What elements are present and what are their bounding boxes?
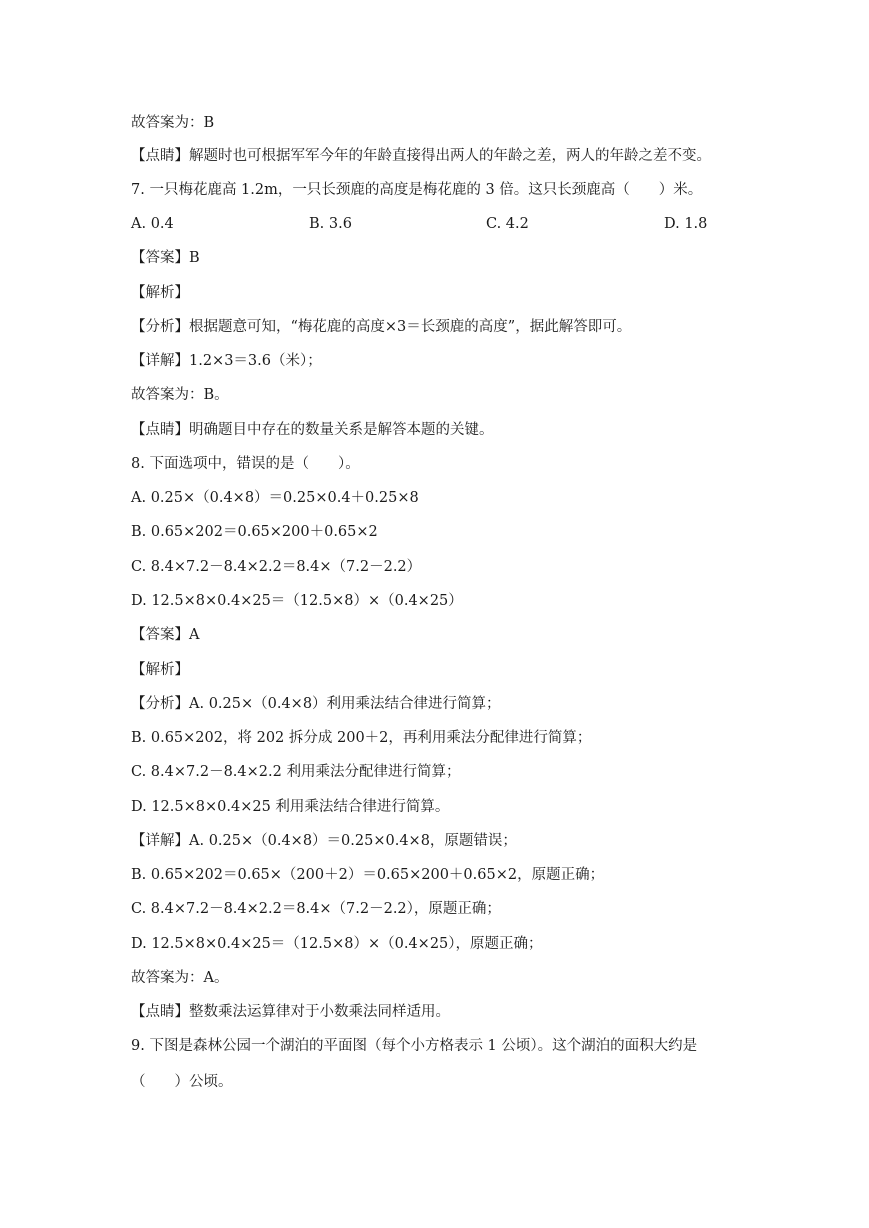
- text-line: C. 8.4×7.2－8.4×2.2＝8.4×（7.2－2.2），原题正确；: [131, 901, 501, 917]
- text-line: 【答案】B: [131, 250, 200, 266]
- text-line: 【答案】A: [131, 627, 200, 643]
- text-line: （ ）公顷。: [131, 1074, 233, 1090]
- text-line: 【点睛】解题时也可根据军军今年的年龄直接得出两人的年龄之差，两人的年龄之差不变。: [131, 148, 711, 164]
- q7-option-b: B. 3.6: [309, 216, 352, 232]
- q8-option-a: A. 0.25×（0.4×8）＝0.25×0.4＋0.25×8: [131, 490, 419, 506]
- question-7: 7. 一只梅花鹿高 1.2m，一只长颈鹿的高度是梅花鹿的 3 倍。这只长颈鹿高（ ）米。: [131, 182, 703, 198]
- q7-option-a: A. 0.4: [131, 216, 174, 232]
- q8-option-b: B. 0.65×202＝0.65×200＋0.65×2: [131, 524, 378, 540]
- q8-option-c: C. 8.4×7.2－8.4×2.2＝8.4×（7.2－2.2）: [131, 559, 422, 575]
- q7-option-d: D. 1.8: [664, 216, 708, 232]
- text-line: 【点睛】明确题目中存在的数量关系是解答本题的关键。: [131, 422, 494, 438]
- text-line: 故答案为：A。: [131, 970, 229, 986]
- text-line: 【详解】A. 0.25×（0.4×8）＝0.25×0.4×8，原题错误；: [131, 833, 517, 849]
- text-line: D. 12.5×8×0.4×25＝（12.5×8）×（0.4×25），原题正确；: [131, 936, 543, 952]
- text-line: B. 0.65×202，将 202 拆分成 200＋2，再利用乘法分配律进行简算；: [131, 730, 592, 746]
- text-line: D. 12.5×8×0.4×25 利用乘法结合律进行简算。: [131, 799, 450, 815]
- question-8: 8. 下面选项中，错误的是（ ）。: [131, 456, 360, 472]
- text-line: 【解析】: [131, 285, 189, 301]
- text-line: 【解析】: [131, 662, 189, 678]
- question-9: 9. 下图是森林公园一个湖泊的平面图（每个小方格表示 1 公顷）。这个湖泊的面积大约是: [131, 1038, 698, 1054]
- text-line: 【点睛】整数乘法运算律对于小数乘法同样适用。: [131, 1004, 450, 1020]
- q7-option-c: C. 4.2: [486, 216, 529, 232]
- text-line: 故答案为：B: [131, 115, 215, 131]
- text-line: B. 0.65×202＝0.65×（200＋2）＝0.65×200＋0.65×2，原题正确；: [131, 867, 605, 883]
- text-line: 【分析】A. 0.25×（0.4×8）利用乘法结合律进行简算；: [131, 696, 501, 712]
- q8-option-d: D. 12.5×8×0.4×25＝（12.5×8）×（0.4×25）: [131, 593, 463, 609]
- text-line: 【详解】1.2×3＝3.6（米）；: [131, 353, 322, 369]
- text-line: C. 8.4×7.2－8.4×2.2 利用乘法分配律进行简算；: [131, 764, 461, 780]
- text-line: 【分析】根据题意可知，“梅花鹿的高度×3＝长颈鹿的高度”，据此解答即可。: [131, 319, 632, 335]
- text-line: 故答案为：B。: [131, 387, 229, 403]
